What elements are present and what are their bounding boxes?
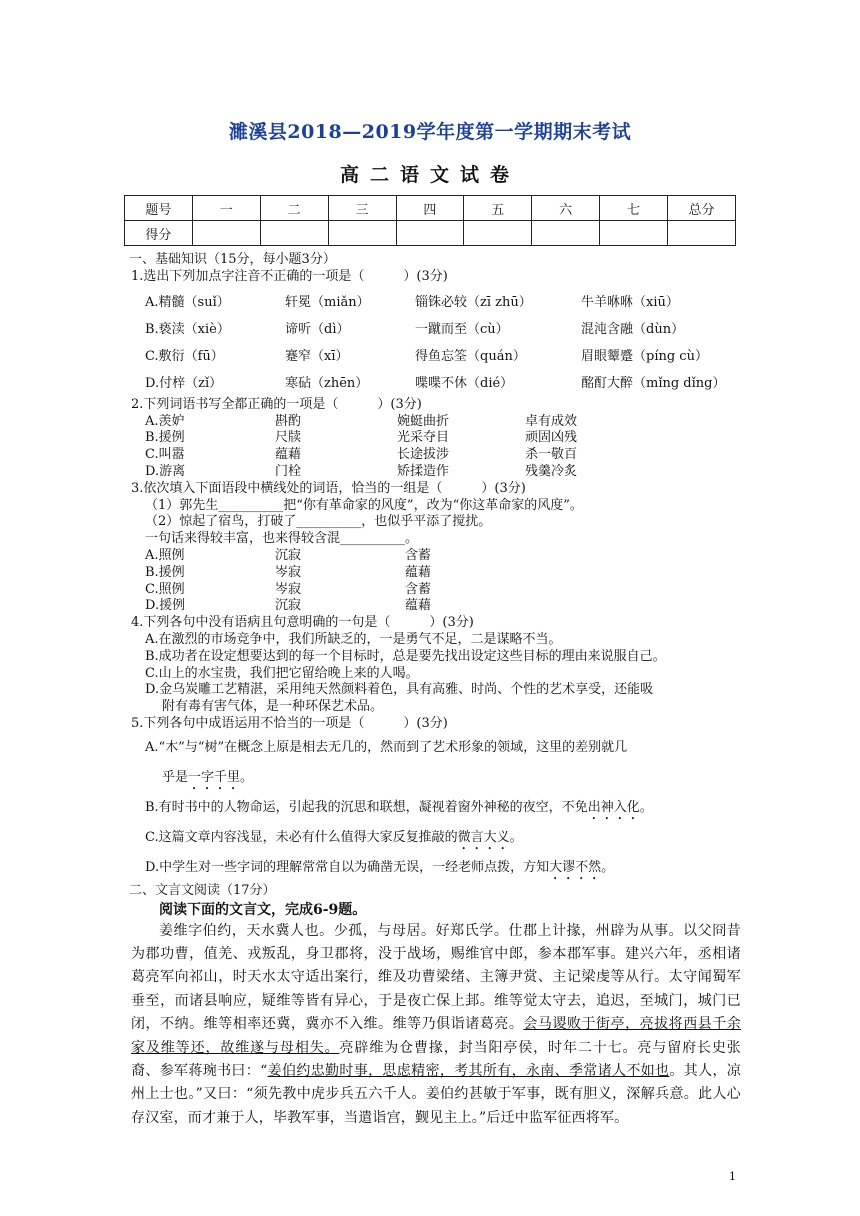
option-item: 门栓 [275, 463, 302, 479]
option-item: B.亵渎（xiè） [145, 321, 230, 337]
option-item: C.山上的水宝贵，我们把它留给晚上来的人喝。 [145, 665, 419, 681]
option-item: 酩酊大醉（mǐng dǐng） [581, 375, 726, 391]
option-item: A.照例 [145, 547, 185, 563]
option-item: 蕴藉 [275, 447, 302, 463]
option-row [145, 582, 741, 599]
score-row-label: 得分 [125, 221, 193, 246]
option-item: 蕴藉 [405, 564, 432, 580]
option-item: 杀一敬百 [525, 447, 578, 463]
emphasized-idiom: 一字千里 [188, 769, 241, 785]
option-item: 牛羊咻咻（xiū） [581, 294, 679, 310]
exam-title: 濉溪县2018—2019学年度第一学期期末考试 [228, 121, 632, 143]
option-row [145, 370, 741, 397]
option-row [145, 343, 741, 370]
option-item: D.金乌炭雕工艺精湛，采用纯天然颜料着色，具有高雅、时尚、个性的艺术享受，还能吸 [145, 682, 654, 698]
option-item: D.中学生对一些字词的理解常常自以为确凿无误，一经老师点拨，方知大谬不然。 [145, 859, 615, 875]
option-item: 长途拔涉 [397, 447, 450, 463]
option-row [145, 289, 741, 316]
score-cell: 三 [328, 196, 396, 221]
option-item: A.精髓（suǐ） [145, 294, 230, 310]
option-row [145, 548, 741, 565]
option-item: A.“木”与“树”在概念上原是相去无几的，然而到了艺术形象的领域，这里的差别就几 [145, 739, 628, 755]
option-item: A.羡妒 [145, 413, 185, 429]
option-item: 喋喋不休（dié） [415, 375, 514, 391]
score-cell: 二 [260, 196, 328, 221]
option-row [145, 316, 741, 343]
score-blank[interactable] [668, 221, 736, 246]
option-item: 蕴藉 [405, 598, 432, 614]
option-item: D.游离 [145, 463, 186, 479]
option-item: 斟酌 [275, 413, 302, 429]
option-item: 顽固凶残 [525, 430, 578, 446]
score-blank[interactable] [260, 221, 328, 246]
option-item-continued: 乎是一字千里。 [162, 769, 254, 785]
option-item: 沉寂 [275, 547, 302, 563]
score-blank[interactable] [532, 221, 600, 246]
option-item: 婉蜓曲折 [397, 413, 450, 429]
question-sentence: （2）惊起了宿鸟，打破了__________，也似乎平添了搅扰。 [145, 514, 492, 530]
option-item: C.这篇文章内容浅显，未必有什么值得大家反复推敲的微言大义。 [145, 829, 523, 845]
emphasized-idiom: 出神入化 [587, 799, 640, 815]
question-5-options [131, 733, 741, 883]
question-sentence: （1）郭先生__________把“你有革命家的风度”，改为“你这革命家的风度”。 [145, 497, 583, 513]
question-3-options [131, 548, 741, 615]
option-item: 岑寂 [275, 581, 302, 597]
option-item: 眉眼颦蹙（píng cù） [581, 348, 708, 364]
option-item: 轩冕（miǎn） [285, 294, 370, 310]
option-item: 混沌含融（dùn） [581, 321, 685, 337]
option-item: 一蹴而至（cù） [415, 321, 509, 337]
section-heading: 一、基础知识（15分，每小题3分） [129, 252, 336, 267]
question-sentence: 一句话来得较丰富，也来得较含混__________。 [145, 531, 419, 547]
score-cell: 五 [464, 196, 532, 221]
option-item: 含蓄 [405, 581, 432, 597]
option-item: B.有时书中的人物命运，引起我的沉思和联想，凝视着窗外神秘的夜空，不免出神入化。 [145, 799, 653, 815]
score-blank[interactable] [464, 221, 532, 246]
score-blank[interactable] [192, 221, 260, 246]
exam-subtitle: 高二语文试卷 [339, 164, 520, 186]
option-row [145, 464, 741, 481]
section-heading: 二、文言文阅读（17分） [129, 882, 276, 898]
score-cell: 四 [396, 196, 464, 221]
option-item: A.在激烈的市场竞争中，我们所缺乏的，一是勇气不足，二是谋略不当。 [145, 631, 562, 647]
option-row [145, 565, 741, 582]
score-cell: 六 [532, 196, 600, 221]
option-item: D.援例 [145, 598, 186, 614]
reading-instruction: 阅读下面的文言文，完成6-9题。 [159, 901, 367, 918]
question-stem: 1.选出下列加点字注音不正确的一项是（ ）(3分) [131, 268, 448, 284]
score-table-score-row [125, 221, 736, 246]
score-blank[interactable] [396, 221, 464, 246]
option-item: 得鱼忘筌（quán） [415, 348, 526, 364]
classical-passage: 姜维字伯约，天水冀人也。少孤，与母居。好郑氏学。仕郡上计掾，州辟为从事。以父冏昔为郡功曹，值羌、戎叛乱，身卫郡将，没于战场，赐维官中郎，参本郡军事。建兴六年，丞相诸葛亮军向祁山，时天水太守适出案行，维及功曹梁绪、主簿尹赏、主记梁虔等从行。太守闻蜀军垂至，而诸县响应，疑维等皆有异心，于是夜亡保上邽。维等觉太守去，追迟，至城门，城门已闭，不纳。维等相率还冀，冀亦不入维。维等乃俱诣诸葛亮。会马谡败于街亭，亮拔将西县千余家及维等还，故维遂与母相失。亮辟维为仓曹掾，封当阳亭侯，时年二十七。亮与留府长史张裔、参军蒋琬书曰：“姜伯约忠勤时事，思虑精密，考其所有，永南、季常诸人不如也。其人，凉州上士也。”又曰：“须先教中虎步兵五六千人。姜伯约甚敏于军事，既有胆义，深解兵意。此人心存汉室，而才兼于人，毕教军事，当遣诣宫，觐见主上。”后迁中监军征西将军。 [131, 922, 742, 1126]
option-item: 沉寂 [275, 598, 302, 614]
option-item: 含蓄 [405, 547, 432, 563]
emphasized-idiom: 大谬不然 [549, 859, 602, 875]
score-cell: 一 [192, 196, 260, 221]
emphasized-idiom: 微言大义 [457, 829, 510, 845]
option-item: C.照例 [145, 581, 185, 597]
question-stem: 4.下列各句中没有语病且句意明确的一句是（ ）(3分) [131, 615, 474, 631]
score-blank[interactable] [600, 221, 668, 246]
question-stem: 2.下列词语书写全都正确的一项是（ ）(3分) [131, 396, 422, 412]
option-item-continued: 附有毒有害气体，是一种环保艺术品。 [162, 699, 384, 715]
option-row [145, 447, 741, 464]
option-item: 尺牍 [275, 430, 302, 446]
option-item: 矫揉造作 [397, 463, 450, 479]
option-item: B.援例 [145, 564, 185, 580]
option-item: 寒砧（zhēn） [285, 375, 369, 391]
question-stem: 3.依次填入下面语段中横线处的词语，恰当的一组是（ ）(3分) [131, 480, 526, 496]
question-2-options [131, 414, 741, 481]
option-item: 谛听（dì） [285, 321, 350, 337]
option-item: C.敷衍（fū） [145, 348, 224, 364]
option-item: 卓有成效 [525, 413, 578, 429]
option-item: 岑寂 [275, 564, 302, 580]
option-item: 锱铢必较（zī zhū） [415, 294, 532, 310]
question-1-options [131, 289, 741, 397]
option-item: B.成功者在设定想要达到的每一个目标时，总是要先找出设定这些目标的理由来说服自己。 [145, 648, 666, 664]
option-item: D.付梓（zǐ） [145, 375, 223, 391]
underlined-sentence: 会马谡败于街亭，亮拔将西县千余家及维等还，故维遂与母相失。 [131, 1016, 742, 1056]
option-item: 残羹冷炙 [525, 463, 578, 479]
score-table-header-row [125, 196, 736, 221]
option-item: C.叫嚣 [145, 447, 185, 463]
page-number: 1 [729, 1170, 736, 1183]
underlined-sentence: 姜伯约忠勤时事，思虑精密，考其所有，永南、季常诸人不如也 [267, 1062, 670, 1079]
option-row [145, 414, 741, 431]
option-row [145, 430, 741, 447]
question-stem: 5.下列各句中成语运用不恰当的一项是（ ）(3分) [131, 715, 448, 731]
score-cell: 题号 [125, 196, 193, 221]
score-cell: 总分 [668, 196, 736, 221]
score-cell: 七 [600, 196, 668, 221]
option-row [145, 598, 741, 615]
exam-content [131, 252, 741, 1130]
score-blank[interactable] [328, 221, 396, 246]
option-item: B.援例 [145, 430, 185, 446]
option-item: 光采夺目 [397, 430, 450, 446]
option-item: 蹇窄（xī） [285, 348, 349, 364]
score-table [124, 195, 736, 246]
